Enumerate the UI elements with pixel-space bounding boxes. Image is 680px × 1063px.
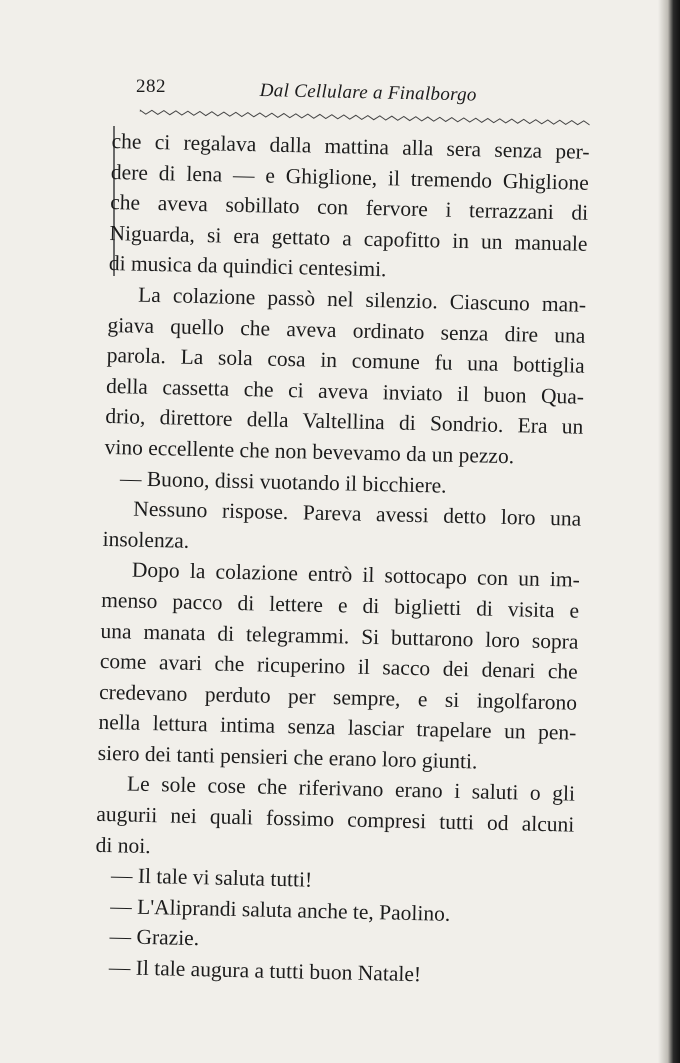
text-line: menso pacco di lettere e di biglietti di visita e xyxy=(100,587,580,623)
running-title: Dal Cellulare a Finalborgo xyxy=(259,80,477,106)
text-line: siero dei tanti pensieri che erano loro giunti. xyxy=(97,740,478,774)
text-line: Le sole cose che riferivano erano i saluti o gli xyxy=(126,771,576,807)
text-line: — Buono, dissi vuotando il bicchiere. xyxy=(119,465,447,498)
text-line: come avari che ricuperino il sacco dei denari che xyxy=(99,648,579,684)
text-line: — Grazie. xyxy=(109,924,200,951)
text-line: Nessuno rispose. Pareva avessi detto loro una xyxy=(133,496,582,531)
text-line: Dopo la colazione entrò il sottocapo con un im- xyxy=(131,557,581,593)
text-line: che aveva sobillato con fervore i terrazzani di xyxy=(109,190,589,226)
text-line: — Il tale augura a tutti buon Natale! xyxy=(108,955,422,987)
text-line: vino eccellente che non bevevamo da un pezzo. xyxy=(104,434,515,469)
page-header xyxy=(136,74,586,104)
body-text xyxy=(93,126,590,993)
text-line: una manata di telegrammi. Si buttarono loro sopra xyxy=(100,618,579,654)
text-line: augurii nei quali fossimo compresi tutti od alcuni xyxy=(96,801,575,837)
page-edge-shadow xyxy=(658,0,680,1063)
text-line: credevano perduto per sempre, e si ingolfarono xyxy=(98,679,578,715)
text-line: dere di lena — e Ghiglione, il tremendo Ghiglione xyxy=(110,159,590,195)
text-line: drio, direttore della Valtellina di Sondrio. Era un xyxy=(105,404,584,440)
text-line: giava quello che aveva ordinato senza dire una xyxy=(107,312,586,348)
text-line: che ci regalava dalla mattina alla sera senza per- xyxy=(111,128,590,164)
text-line: — Il tale vi saluta tutti! xyxy=(110,863,313,892)
page-number: 282 xyxy=(136,76,166,97)
text-line: nella lettura intima senza lasciar trapelare un pen- xyxy=(98,710,577,745)
text-line: insolenza. xyxy=(102,526,190,553)
text-line: di noi. xyxy=(95,832,151,858)
text-line: — L'Aliprandi saluta anche te, Paolino. xyxy=(110,894,451,926)
text-line: Niguarda, si era gettato a capofitto in un manuale xyxy=(109,220,588,256)
header-rule xyxy=(140,106,590,129)
text-line: di musica da quindici centesimi. xyxy=(108,251,387,282)
text-line: parola. La sola cosa in comune fu una bottiglia xyxy=(106,343,585,378)
text-line: della cassetta che ci aveva inviato il buon Qua- xyxy=(105,373,585,409)
text-line: La colazione passò nel silenzio. Ciascuno man- xyxy=(137,282,587,317)
